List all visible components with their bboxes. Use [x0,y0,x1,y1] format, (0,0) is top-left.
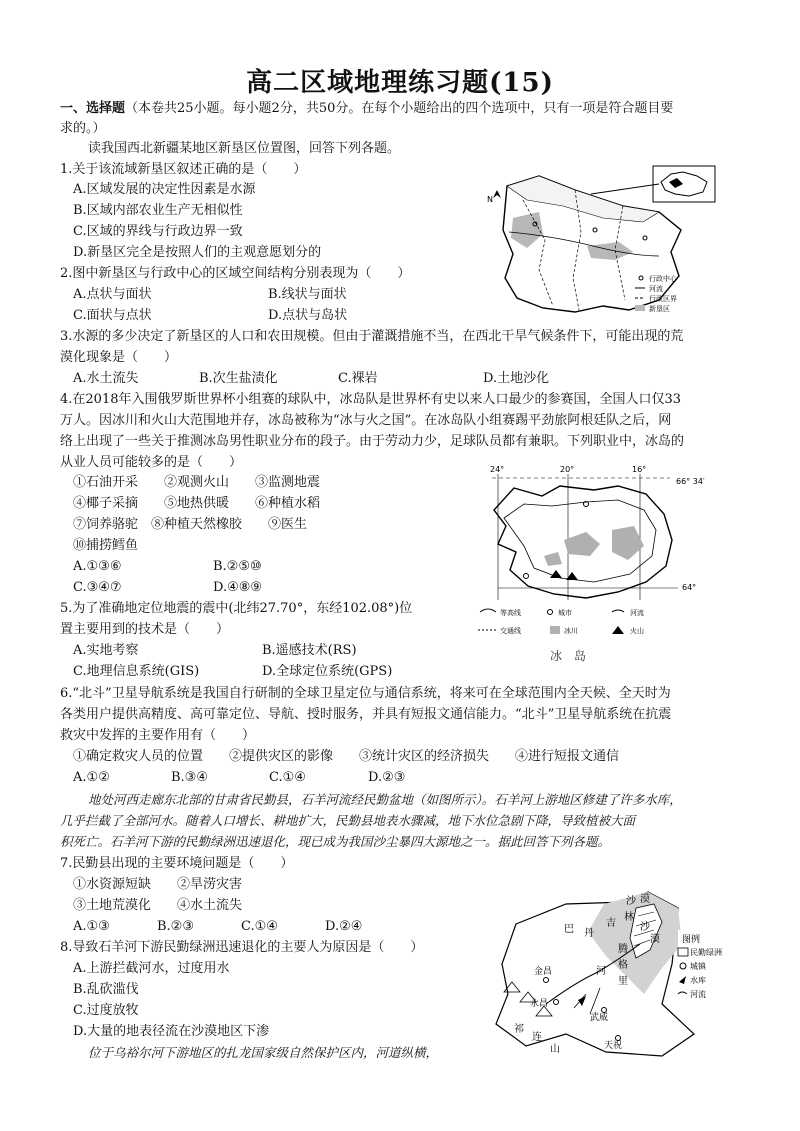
fig3-label-6: 沙 [640,922,650,933]
q4-option-d: D.④⑧⑨ [213,580,263,595]
iceland-caption: 冰 岛 [550,649,587,663]
q7-option-b: B.②③ [157,919,194,934]
reclamation-area-2 [587,242,633,260]
fig2-legend-3: 交通线 [500,627,521,635]
section-desc-2: 求的。） [60,121,106,136]
fig3-label-4: 丹 [584,928,594,939]
lat-label-1: 64° [682,583,697,592]
fig3-label-2: 林 [624,912,634,923]
q6-option-b: B.③④ [171,770,208,785]
iceland-map-figure [468,460,720,668]
legend-city-symbol [548,610,553,615]
fig3-label-10: 里 [618,976,628,987]
town-symbol [544,978,549,983]
q3-option-b: B.次生盐渍化 [199,371,278,386]
intro-3: 位于乌裕尔河下游地区的扎龙国家级自然保护区内，河道纵横， [88,1045,439,1060]
glacier-2 [612,526,644,560]
inset-pointer-line [591,184,659,194]
legend-volcano-symbol [612,626,624,634]
xinjiang-map-figure [483,160,723,320]
q2-option-a: A.点状与面状 [73,287,152,302]
q6-option-c: C.①④ [269,770,306,785]
q7-items-2: ③土地荒漠化 ④水土流失 [73,898,243,913]
fig3-legend-title: 图例 [682,935,701,945]
q4-stem-3: 络上出现了一些关于推测冰岛男性职业分布的段子。由于劳动力少，足球队员都有兼职。下列职业中，冰岛的 [60,434,685,449]
legend-reclamation-symbol [635,305,645,311]
q5-option-a: A.实地考察 [73,643,139,658]
fig3-legend-1: 城镇 [690,962,706,971]
china-inset-outline [661,172,707,196]
fig2-legend-2: 河流 [630,609,644,617]
fig1-legend-1: 河流 [649,285,663,293]
q5-stem-2: 置主要用到的技术是（ ） [60,622,230,637]
fig1-legend-2: 行政区界 [649,295,677,303]
q1-option-d: D.新垦区完全是按照人们的主观意愿划分的 [73,245,322,260]
q6-items: ①确定救灾人员的位置 ②提供灾区的影像 ③统计灾区的经济损失 ④进行短报文通信 [73,749,620,764]
fig2-legend-0: 等高线 [500,609,521,617]
legend-oasis-symbol [678,948,688,956]
reclamation-area-1 [511,212,543,248]
q8-stem: 8.导致石羊河下游民勤绿洲迅速退化的主要人为原因是（ ） [60,940,424,955]
fig3-label-9: 格 [618,960,628,971]
q4-option-c: C.③④⑦ [73,580,122,595]
q3-option-d: D.土地沙化 [483,371,550,386]
q2-stem: 2.图中新垦区与行政中心的区域空间结构分别表现为（ ） [60,266,411,281]
town-symbol [602,1008,607,1013]
fig3-label-18: 山 [550,1044,560,1055]
fig3-label-16: 祁 [514,1024,524,1035]
q8-option-a: A.上游拦截河水，过度用水 [73,961,230,976]
q5-option-b: B.遥感技术(RS) [262,643,357,658]
q3-stem-2: 漠化现象是（ ） [60,350,178,365]
q6-option-a: A.①② [73,770,110,785]
q4-items-3: ⑦饲养骆驼 ⑧种植天然橡胶 ⑨医生 [73,517,308,532]
intro-2-line-2: 几乎拦截了全部河水。随着人口增长、耕地扩大，民勤县地表水骤减，地下水位急剧下降，导致植被大面 [60,813,636,828]
q1-option-a: A.区域发展的决定性因素是水源 [73,182,256,197]
lon-label-2: 16° [632,465,647,474]
fig3-label-11: 河 [596,966,606,977]
fig3-label-7: 漠 [650,934,660,945]
town-symbol [554,1000,559,1005]
q2-option-d: D.点状与岛状 [268,308,348,323]
q6-stem-1: 6.“北斗”卫星导航系统是我国自行研制的全球卫星定位与通信系统，将来可在全球范围内全天候、全天时为 [60,686,671,701]
q5-option-c: C.地理信息系统(GIS) [73,664,200,679]
q1-option-c: C.区域的界线与行政边界一致 [73,224,243,239]
fig3-label-12: 金昌 [534,967,553,977]
fig3-label-17: 连 [532,1032,542,1043]
fig3-label-13: 永昌 [530,999,549,1009]
fig3-label-3: 吉 [606,918,616,929]
lon-label-1: 20° [560,465,575,474]
fig1-legend-0: 行政中心 [649,275,677,283]
fig3-label-0: 沙 [626,896,636,907]
fig3-label-5: 巴 [564,924,574,935]
q4-option-a: A.①③⑥ [73,559,122,574]
intro-1: 读我国西北新疆某地区新垦区位置图，回答下列各题。 [88,141,401,156]
xinjiang-map [483,160,723,320]
minqin-map-figure [486,884,740,1060]
iceland-map [468,460,720,668]
fig3-label-8: 腾 [618,944,628,955]
tributaries [574,988,600,1014]
section-heading: 一、选择题 [60,101,126,116]
admin-center [593,228,597,232]
intro-2-line-3: 积死亡。石羊河下游的民勤绿洲迅速退化，现已成为我国沙尘暴四大源地之一。据此回答下列各题。 [60,834,611,849]
q7-stem: 7.民勤县出现的主要环境问题是（ ） [60,856,294,871]
volcano-icon [550,570,562,578]
town-symbol [616,1036,621,1041]
glacier-1 [564,532,600,556]
legend-center-symbol [639,276,643,280]
q4-stem-2: 万人。因冰川和火山大范围地并存，冰岛被称为“冰与火之国”。在冰岛队小组赛踢平劲旅阿根廷队之后，网 [60,413,672,428]
q7-option-d: D.②④ [325,919,363,934]
fig3-label-1: 漠 [640,894,650,905]
admin-center [643,236,647,240]
legend-contour-symbol [480,609,496,612]
legend-glacier-symbol [550,626,560,634]
q4-option-b: B.②⑤⑩ [213,559,262,574]
q3-option-c: C.裸岩 [338,371,378,386]
minqin-map [486,884,740,1060]
q4-stem-1: 4.在2018年入围俄罗斯世界杯小组赛的球队中，冰岛队是世界杯有史以来人口最少的参赛国，全国人口仅33 [60,392,682,407]
intro-2-line-1: 地处河西走廊东北部的甘肃省民勤县，石羊河流经民勤盆地（如图所示）。石羊河上游地区修建了许多水库， [88,792,682,807]
legend-river-symbol [612,610,624,612]
fig3-label-14: 武威 [590,1013,609,1023]
section-desc-1: （本卷共25小题。每小题2分，共50分。在每个小题给出的四个选项中，只有一项是符合题目要 [125,101,674,116]
q8-option-d: D.大量的地表径流在沙漠地区下渗 [73,1024,270,1039]
fig1-legend-3: 新垦区 [649,305,670,313]
q1-option-b: B.区域内部农业生产无相似性 [73,203,243,218]
glacier-3 [544,552,562,566]
reservoir-icon [578,996,586,1006]
q5-stem-1: 5.为了准确地定位地震的震中(北纬27.70°，东经102.08°)位 [60,601,413,616]
q4-items-4: ⑩捕捞鳕鱼 [73,538,139,553]
q4-items-2: ④椰子采摘 ⑤地热供暖 ⑥种植水稻 [73,496,321,511]
fig3-legend-3: 河流 [690,990,706,999]
q7-option-a: A.①③ [73,919,110,934]
lon-label-0: 24° [490,465,505,474]
xinjiang-inset-mark [669,178,683,188]
q2-option-b: B.线状与面状 [268,287,347,302]
north-arrow-icon [493,190,501,198]
fig3-legend-2: 水库 [690,976,706,985]
fig2-legend-4: 冰川 [564,627,578,635]
q6-option-d: D.②③ [368,770,406,785]
city-symbol [524,574,529,579]
q2-option-c: C.面状与点状 [73,308,152,323]
q5-option-d: D.全球定位系统(GPS) [262,664,393,679]
q6-stem-3: 救灾中发挥的主要作用有（ ） [60,728,256,743]
q7-items-1: ①水资源短缺 ②旱涝灾害 [73,877,243,892]
q4-items-1: ①石油开采 ②观测火山 ③监测地震 [73,475,321,490]
fig2-legend-5: 火山 [630,627,644,635]
svg-text:N: N [487,195,493,204]
q4-stem-4: 从业人员可能较多的是（ ） [60,455,243,470]
fig2-legend-1: 城市 [558,609,572,617]
q6-stem-2: 各类用户提供高精度、高可靠定位、导航、授时服务，并具有短报文通信能力。“北斗”卫星导航系统在抗震 [60,707,672,722]
section-line-1 [60,100,673,118]
q8-option-c: C.过度放牧 [73,1003,139,1018]
lat-label-0: 66° 34′ [676,477,705,486]
q8-option-b: B.乱砍滥伐 [73,982,139,997]
q1-stem: 1.关于该流域新垦区叙述正确的是（ ） [60,162,307,177]
page-title: 高二区域地理练习题(15) [246,68,554,98]
fig3-label-15: 天祝 [604,1041,623,1051]
q3-option-a: A.水土流失 [73,371,139,386]
fig3-legend-0: 民勤绿洲 [690,948,722,957]
q3-stem-1: 3.水源的多少决定了新垦区的人口和农田规模。但由于灌溉措施不当，在西北干旱气候条件下，可能出现的荒 [60,329,684,344]
q7-option-c: C.①④ [241,919,278,934]
